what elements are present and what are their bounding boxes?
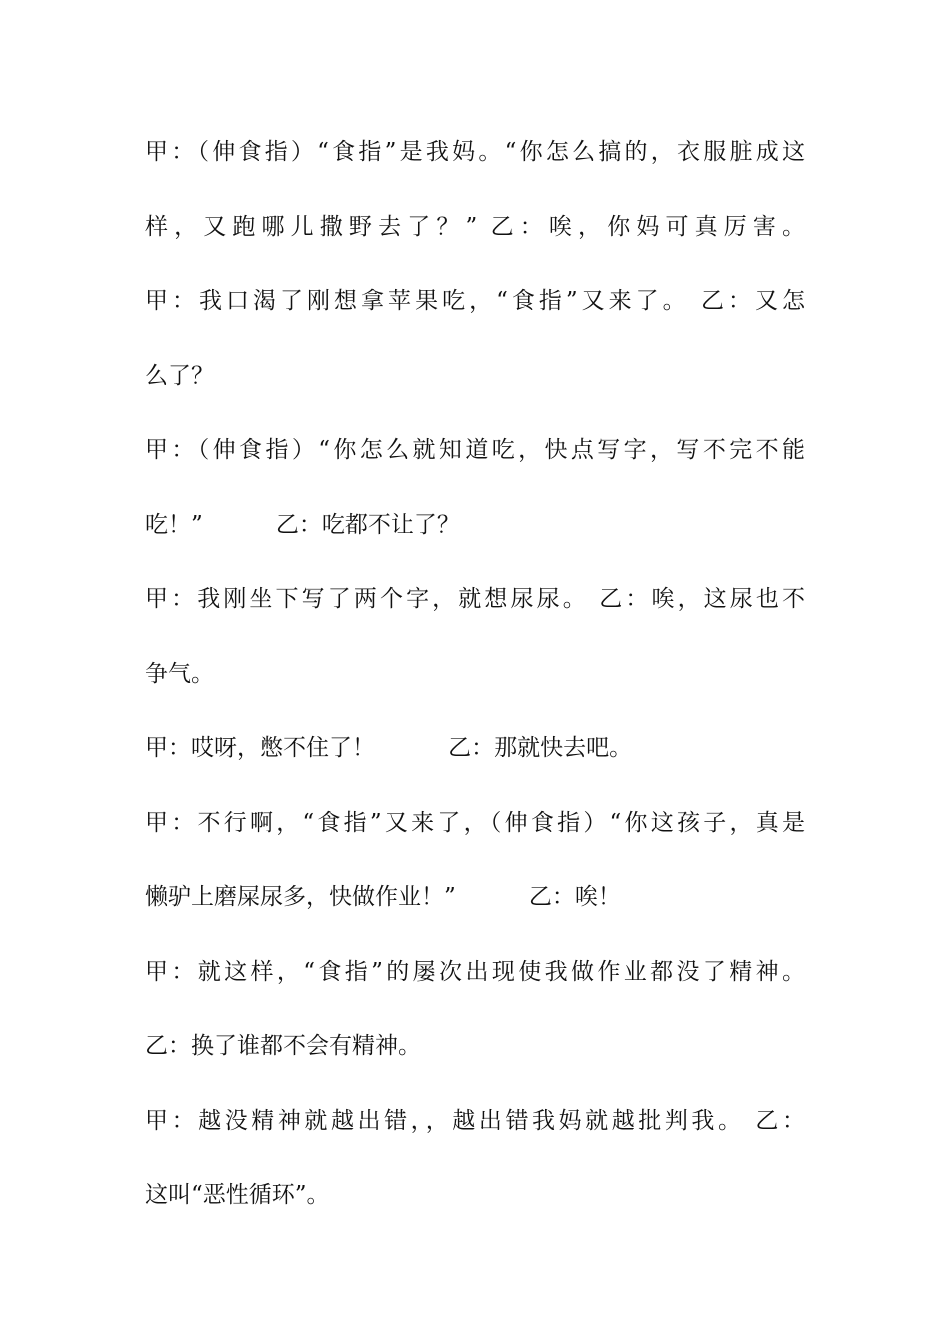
text-line: 吃！” 乙：吃都不让了？: [145, 511, 460, 538]
dialogue-text: [145, 130, 805, 1248]
text-line: 甲：越没精神就越出错，，越出错我妈就越批判我。 乙：: [145, 1107, 805, 1134]
text-line: 甲：（伸食指）“食指”是我妈。“你怎么搞的，衣服脏成这: [145, 139, 805, 165]
text-line: 懒驴上磨屎尿多，快做作业！” 乙：唉！: [145, 884, 621, 910]
text-line: 这叫“恶性循环”。: [145, 1182, 330, 1208]
text-line: 乙：换了谁都不会有精神。: [145, 1033, 421, 1059]
text-line: 甲：我口渴了刚想拿苹果吃，“食指”又来了。 乙：又怎: [145, 288, 805, 314]
text-line: 甲：我刚坐下写了两个字，就想尿尿。 乙：唉，这尿也不: [145, 586, 805, 612]
text-line: 样，又跑哪儿撒野去了？” 乙：唉，你妈可真厉害。: [145, 213, 805, 240]
text-line: 争气。: [145, 660, 214, 687]
text-line: 么了？: [145, 362, 214, 389]
text-line: 甲：哎呀，憋不住了！ 乙：那就快去吧。: [145, 735, 633, 761]
text-line: 甲：（伸食指）“你怎么就知道吃，快点写字，写不完不能: [145, 437, 805, 463]
text-line: 甲：不行啊，“食指”又来了，（伸食指）“你这孩子，真是: [145, 809, 805, 836]
text-line: 甲：就这样，“食指”的屡次出现使我做作业都没了精神。: [145, 958, 805, 985]
